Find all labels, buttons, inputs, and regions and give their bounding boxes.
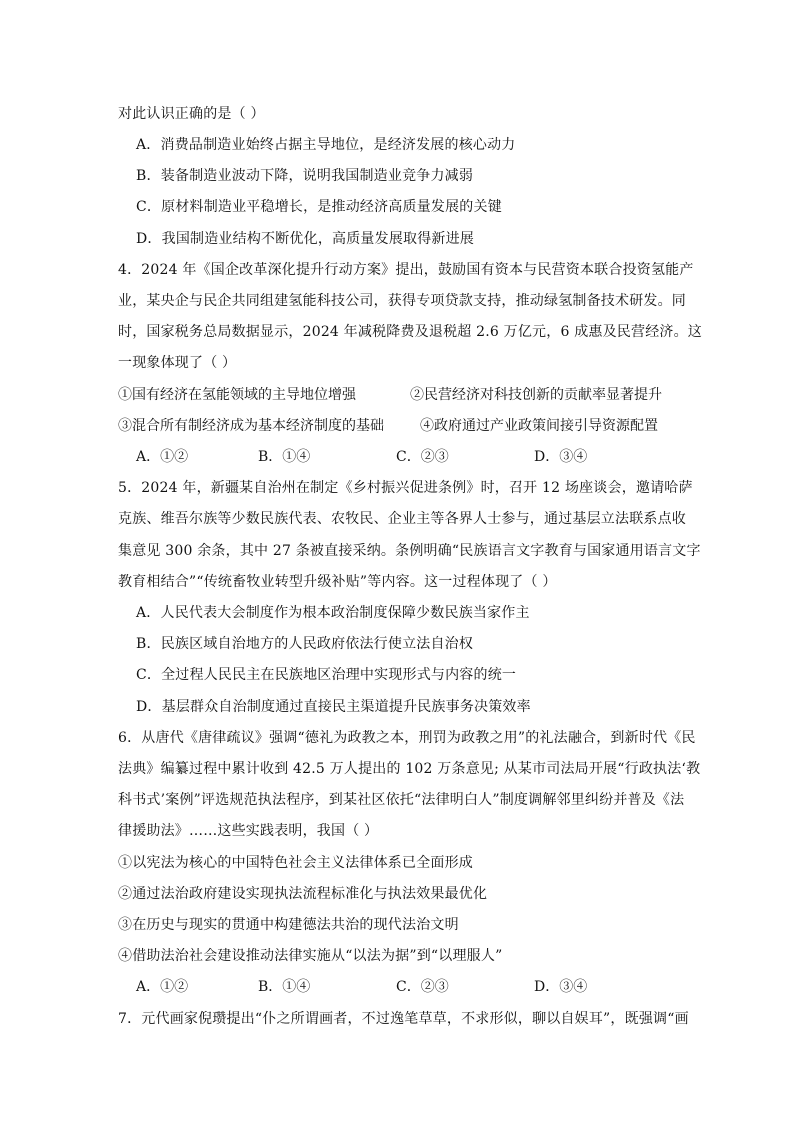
- q5-stem-line-3: 集意见 300 余条，其中 27 条被直接采纳。条例明确“民族语言文字教育与国家通用语言文字: [118, 543, 701, 559]
- q6-stem-line-1: 6．从唐代《唐律疏议》强调“德礼为政教之本，刑罚为政教之用”的礼法融合，到新时代《民: [118, 730, 696, 746]
- q6-stem-line-4: 律援助法》……这些实践表明，我国（ ）: [118, 823, 379, 839]
- q6-statement-2: ②通过法治政府建设实现执法流程标准化与执法效果最优化: [118, 886, 488, 902]
- q6-stem-line-3: 科书式’案例”评选规范执法程序，到某社区依托“法律明白人”制度调解邻里纠纷并普及《法: [118, 792, 685, 808]
- q5-option-c: C．全过程人民民主在民族地区治理中实现形式与内容的统一: [136, 667, 517, 683]
- q4-statement-4: ④政府通过产业政策间接引导资源配置: [420, 418, 658, 434]
- q4-statement-2: ②民营经济对科技创新的贡献率显著提升: [410, 387, 662, 403]
- q4-stem-line-4: 一现象体现了（ ）: [118, 355, 237, 371]
- q4-statement-3: ③混合所有制经济成为基本经济制度的基础: [118, 418, 384, 434]
- q6-choice-b: B．①④: [258, 979, 311, 995]
- q4-choice-c: C．②③: [396, 449, 449, 465]
- q3-stem-tail: 对此认识正确的是（ ）: [118, 106, 265, 122]
- q6-statement-4: ④借助法治社会建设推动法律实施从“以法为据”到“以理服人”: [118, 948, 503, 964]
- q6-choice-c: C．②③: [396, 979, 449, 995]
- q4-statement-1: ①国有经济在氢能领域的主导地位增强: [118, 387, 356, 403]
- q7-stem-line-1: 7．元代画家倪瓒提出“仆之所谓画者，不过逸笔草草，不求形似，聊以自娱耳”，既强调“画: [118, 1011, 689, 1027]
- q4-choice-d: D．③④: [534, 449, 588, 465]
- q6-choice-d: D．③④: [534, 979, 588, 995]
- q4-stem-line-3: 时，国家税务总局数据显示，2024 年减税降费及退税超 2.6 万亿元，6 成惠及民营经济。这: [118, 324, 702, 340]
- q3-option-b: B．装备制造业波动下降，说明我国制造业竞争力减弱: [136, 168, 474, 184]
- q5-option-b: B．民族区域自治地方的人民政府依法行使立法自治权: [136, 636, 474, 652]
- q4-choice-b: B．①④: [258, 449, 311, 465]
- q4-stem-line-2: 业，某央企与民企共同组建氢能科技公司，获得专项贷款支持，推动绿氢制备技术研发。同: [118, 293, 686, 309]
- q5-stem-line-4: 教育相结合”“传统畜牧业转型升级补贴”等内容。这一过程体现了（ ）: [118, 574, 557, 590]
- q4-choice-a: A．①②: [136, 449, 189, 465]
- q5-stem-line-1: 5．2024 年，新疆某自治州在制定《乡村振兴促进条例》时，召开 12 场座谈会，邀请哈萨: [118, 480, 693, 496]
- q5-option-a: A．人民代表大会制度作为根本政治制度保障少数民族当家作主: [136, 605, 530, 621]
- q3-option-a: A．消费品制造业始终占据主导地位，是经济发展的核心动力: [136, 137, 516, 153]
- q6-stem-line-2: 法典》编纂过程中累计收到 42.5 万人提出的 102 万条意见; 从某市司法局开展“行政执法‘教: [118, 761, 701, 777]
- q5-stem-line-2: 克族、维吾尔族等少数民族代表、农牧民、企业主等各界人士参与，通过基层立法联系点收: [118, 511, 686, 527]
- q5-option-d: D．基层群众自治制度通过直接民主渠道提升民族事务决策效率: [136, 699, 531, 715]
- q6-statement-1: ①以宪法为核心的中国特色社会主义法律体系已全面形成: [118, 855, 473, 871]
- q3-option-d: D．我国制造业结构不断优化，高质量发展取得新进展: [136, 231, 475, 247]
- q6-choice-a: A．①②: [136, 979, 189, 995]
- q3-option-c: C．原材料制造业平稳增长，是推动经济高质量发展的关键: [136, 199, 502, 215]
- q6-statement-3: ③在历史与现实的贯通中构建德法共治的现代法治文明: [118, 917, 459, 933]
- q4-stem-line-1: 4．2024 年《国企改革深化提升行动方案》提出，鼓励国有资本与民营资本联合投资氢能产: [118, 262, 694, 278]
